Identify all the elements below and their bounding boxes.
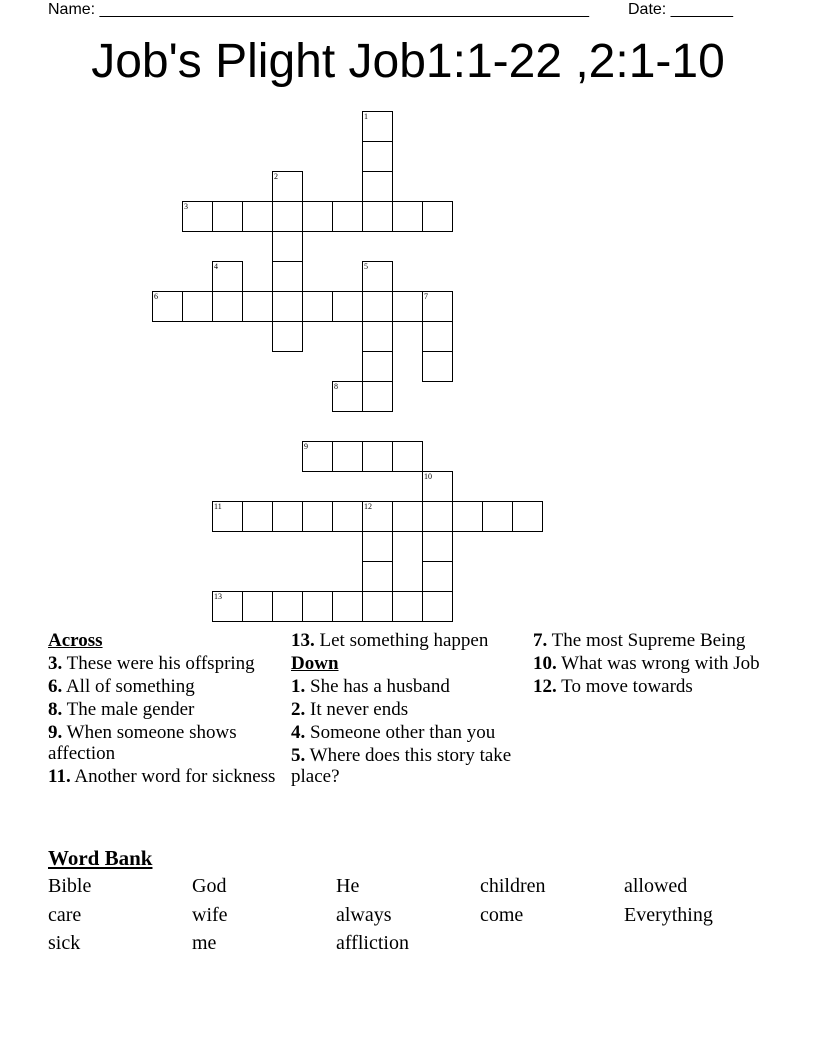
crossword-cell[interactable] (362, 111, 393, 142)
clue-number: 13. (291, 630, 315, 651)
crossword-cell[interactable] (272, 291, 303, 322)
crossword-cell[interactable] (272, 201, 303, 232)
word-bank-word: children (480, 875, 546, 897)
clue-number-label: 11 (214, 502, 222, 511)
crossword-cell[interactable] (242, 291, 273, 322)
crossword-cell[interactable] (362, 561, 393, 592)
crossword-cell[interactable] (332, 291, 363, 322)
crossword-cell[interactable] (392, 501, 423, 532)
clue-text: These were his offspring (66, 653, 255, 674)
clue-number: 12. (533, 676, 557, 697)
crossword-cell[interactable] (272, 231, 303, 262)
down-clue-10 (533, 653, 773, 674)
crossword-cell[interactable] (362, 441, 393, 472)
word-bank-word: God (192, 875, 227, 897)
clue-number-label: 5 (364, 262, 368, 271)
clue-text: Someone other than you (310, 722, 496, 743)
clue-text: To move towards (561, 676, 693, 697)
word-bank-word: always (336, 904, 392, 926)
crossword-cell[interactable] (392, 291, 423, 322)
crossword-cell[interactable] (302, 501, 333, 532)
down-clue-4 (291, 722, 526, 743)
crossword-cell[interactable] (332, 201, 363, 232)
crossword-cell[interactable] (182, 291, 213, 322)
clue-text: It never ends (310, 699, 409, 720)
crossword-cell[interactable] (392, 591, 423, 622)
crossword-cell[interactable] (362, 321, 393, 352)
crossword-cell[interactable] (422, 201, 453, 232)
crossword-cell[interactable] (212, 201, 243, 232)
down-clue-1 (291, 676, 526, 697)
crossword-cell[interactable] (212, 291, 243, 322)
clue-number-label: 10 (424, 472, 432, 481)
down-clue-2 (291, 699, 526, 720)
word-bank-word: sick (48, 932, 81, 954)
crossword-cell[interactable] (422, 291, 453, 322)
crossword-cell[interactable] (152, 291, 183, 322)
clue-text: Where does this story take place? (291, 745, 512, 787)
crossword-cell[interactable] (272, 321, 303, 352)
crossword-cell[interactable] (302, 291, 333, 322)
crossword-cell[interactable] (362, 381, 393, 412)
clue-number-label: 3 (184, 202, 188, 211)
crossword-cell[interactable] (302, 591, 333, 622)
crossword-cell[interactable] (182, 201, 213, 232)
clue-number: 11. (48, 766, 71, 787)
page-title: Job's Plight Job1:1-22 ,2:1-10 (91, 35, 725, 88)
clue-number: 3. (48, 653, 63, 674)
across-clue-6 (48, 676, 283, 697)
clue-number: 9. (48, 722, 63, 743)
clue-number: 10. (533, 653, 557, 674)
crossword-cell[interactable] (422, 471, 453, 502)
clue-number: 5. (291, 745, 306, 766)
across-clue-3 (48, 653, 283, 674)
crossword-cell[interactable] (452, 501, 483, 532)
word-bank-word: me (192, 932, 217, 954)
crossword-cell[interactable] (482, 501, 513, 532)
down-clue-7 (533, 630, 773, 651)
across-clue-11 (48, 766, 283, 787)
crossword-cell[interactable] (242, 591, 273, 622)
crossword-cell[interactable] (422, 591, 453, 622)
crossword-cell[interactable] (302, 201, 333, 232)
clue-text: She has a husband (310, 676, 450, 697)
crossword-cell[interactable] (332, 591, 363, 622)
crossword-cell[interactable] (272, 591, 303, 622)
crossword-cell[interactable] (332, 381, 363, 412)
word-bank-word: Bible (48, 875, 92, 897)
clue-number-label: 13 (214, 592, 222, 601)
crossword-cell[interactable] (272, 501, 303, 532)
clue-number: 7. (533, 630, 548, 651)
down-clue-12 (533, 676, 773, 697)
word-bank-word: He (336, 875, 360, 897)
crossword-cell[interactable] (512, 501, 543, 532)
crossword-cell[interactable] (422, 501, 453, 532)
clue-number-label: 1 (364, 112, 368, 121)
crossword-cell[interactable] (422, 561, 453, 592)
name-field[interactable]: Name: _______________________________________________________ (48, 1, 589, 18)
word-bank-heading: Word Bank (48, 846, 153, 870)
crossword-cell[interactable] (272, 261, 303, 292)
crossword-cell[interactable] (332, 501, 363, 532)
down-clue-5 (291, 745, 526, 787)
crossword-cell[interactable] (422, 321, 453, 352)
clue-number-label: 6 (154, 292, 158, 301)
crossword-cell[interactable] (362, 531, 393, 562)
clue-column-2 (291, 630, 526, 789)
clue-column-1 (48, 630, 283, 789)
crossword-cell[interactable] (242, 201, 273, 232)
word-bank-word: come (480, 904, 524, 926)
crossword-cell[interactable] (212, 591, 243, 622)
date-field[interactable]: Date: _______ (628, 1, 733, 18)
clue-number: 6. (48, 676, 63, 697)
crossword-cell[interactable] (242, 501, 273, 532)
clue-text: What was wrong with Job (561, 653, 760, 674)
across-clue-9 (48, 722, 283, 764)
crossword-cell[interactable] (362, 591, 393, 622)
crossword-cell[interactable] (422, 351, 453, 382)
word-bank-word: care (48, 904, 82, 926)
crossword-cell[interactable] (302, 441, 333, 472)
clue-text: When someone shows affection (48, 722, 237, 764)
word-bank-word: allowed (624, 875, 688, 897)
clue-number: 4. (291, 722, 306, 743)
crossword-cell[interactable] (362, 351, 393, 382)
crossword-cell[interactable] (212, 261, 243, 292)
crossword-cell[interactable] (212, 501, 243, 532)
word-bank-word: affliction (336, 932, 409, 954)
crossword-cell[interactable] (362, 501, 393, 532)
crossword-cell[interactable] (392, 441, 423, 472)
clue-column-3 (533, 630, 773, 699)
clue-text: The male gender (66, 699, 195, 720)
clue-number: 8. (48, 699, 63, 720)
clue-text: All of something (65, 676, 195, 697)
clue-number: 1. (291, 676, 306, 697)
crossword-cell[interactable] (362, 261, 393, 292)
clue-number-label: 12 (364, 502, 372, 511)
clue-number-label: 4 (214, 262, 218, 271)
clue-number-label: 8 (334, 382, 338, 391)
word-bank-word: wife (192, 904, 228, 926)
crossword-cell[interactable] (362, 141, 393, 172)
clue-number: 2. (291, 699, 306, 720)
crossword-cell[interactable] (422, 531, 453, 562)
clue-number-label: 9 (304, 442, 308, 451)
crossword-cell[interactable] (362, 291, 393, 322)
crossword-cell[interactable] (362, 171, 393, 202)
clue-text: The most Supreme Being (551, 630, 746, 651)
clue-number-label: 2 (274, 172, 278, 181)
clue-text: Another word for sickness (74, 766, 276, 787)
down-heading: Down (291, 653, 339, 674)
across-clue-13 (291, 630, 526, 651)
crossword-cell[interactable] (362, 201, 393, 232)
across-clue-8 (48, 699, 283, 720)
word-bank-word: Everything (624, 904, 713, 926)
clue-number-label: 7 (424, 292, 428, 301)
across-heading: Across (48, 630, 103, 651)
clue-text: Let something happen (319, 630, 489, 651)
crossword-cell[interactable] (272, 171, 303, 202)
crossword-cell[interactable] (392, 201, 423, 232)
crossword-cell[interactable] (332, 441, 363, 472)
